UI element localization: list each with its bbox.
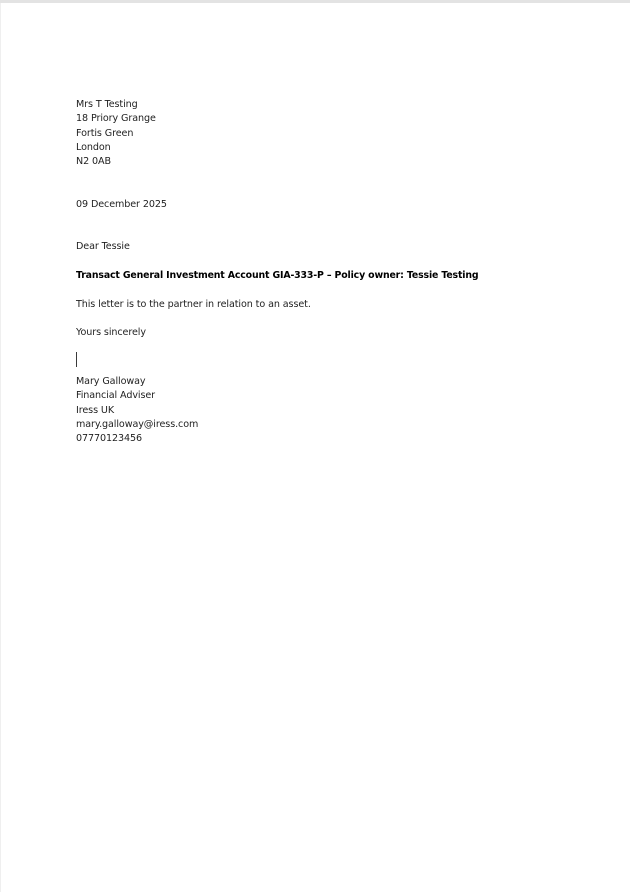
address-line-1: 18 Priory Grange [76,113,156,125]
signer-title: Financial Adviser [76,390,156,402]
text-cursor [76,352,77,367]
body-paragraph: This letter is to the partner in relation to an asset. [76,299,311,310]
subject-text: Transact General Investment Account GIA-333-P – Policy owner: Tessie Testing [76,270,479,281]
subject-heading [76,269,478,283]
address-postcode: N2 0AB [76,156,111,168]
letter-body [76,298,311,312]
address-city: London [76,141,111,153]
recipient-address [76,98,156,169]
signer-phone: 07770123456 [76,433,143,445]
signature-block [76,375,198,446]
salutation [76,240,130,254]
letter-date [76,198,167,212]
signer-email: mary.galloway@iress.com [76,418,199,430]
signer-company: Iress UK [76,404,115,416]
closing-text: Yours sincerely [76,327,146,338]
letter-closing [76,326,146,340]
date-text: 09 December 2025 [76,199,167,210]
recipient-name: Mrs T Testing [76,99,138,110]
signer-name: Mary Galloway [76,376,146,387]
address-line-2: Fortis Green [76,127,134,139]
salutation-text: Dear Tessie [76,241,130,252]
